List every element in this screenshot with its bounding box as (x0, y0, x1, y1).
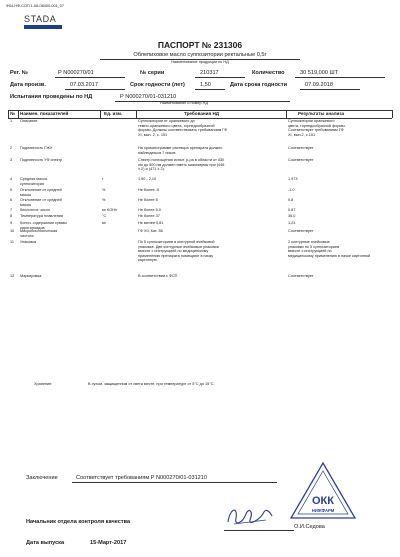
row-result: 1.23 (288, 221, 296, 225)
issue-label: Дата выпуска (26, 540, 65, 546)
row-name: Упаковка (20, 240, 37, 244)
row-requirement: Суппозитории от оранжевого до темно-оранжевого цвета, торпедообразной формы. Должны соответствовать требованиям ГФ XI, вып. 2, с. 151 (138, 119, 228, 137)
tested-value: Р N000270/01-031210 (120, 94, 177, 100)
row-name: Подлинность ГЖХ (20, 146, 53, 150)
row-num: 5 (10, 188, 13, 192)
row-requirement: Не более 5,0 (138, 208, 161, 212)
signature (220, 500, 280, 530)
prod-date-value: 07.03.2017 (70, 82, 98, 88)
row-requirement: Не более 5 (138, 198, 158, 202)
row-requirement: 1,90 - 2,10 (138, 177, 157, 181)
row-requirement: По 5 суппозиториев в контурной ячейковой упаковке. Две контурные ячейковые упаковки вместе с инструкцией по медицинскому применению препарата помещают в пачку картонную. (138, 240, 219, 263)
row-num: 6 (10, 198, 13, 202)
col-header-req: Требования НД (184, 111, 220, 116)
row-result: 2 контурные ячейковые упаковки по 5 суппозиториев вместе с инструкцией по медицинскому применению в пачке картонной (288, 240, 371, 258)
row-name: Описание (20, 119, 38, 123)
row-result: 0.87 (288, 208, 296, 212)
row-name: Температура плавления (20, 214, 63, 218)
row-unit: % (102, 188, 106, 192)
row-unit: % (102, 198, 106, 202)
conclusion-label: Заключение (26, 475, 58, 481)
row-requirement: На хроматограмме раствора препарата должно наблюдаться 7 пиков (138, 146, 223, 155)
row-num: 11 (10, 240, 14, 244)
col-header-name: Наимен. показателей (20, 111, 69, 116)
exp-label: Дата срока годности (230, 82, 288, 88)
row-requirement: ГФ XII, Кат. 3Б (138, 229, 164, 233)
stamp-text: ОКК (312, 495, 334, 507)
row-result: 0.8 (288, 198, 294, 202)
row-num: 1 (10, 119, 13, 123)
qty-value: 30 519,000 ШТ (300, 70, 339, 76)
row-result: Соответствует (288, 158, 314, 162)
row-num: 4 (10, 177, 13, 181)
exp-value: 07.09.2018 (305, 82, 333, 88)
row-name: Средняя масса суппозитория (20, 177, 47, 186)
row-num: 7 (10, 208, 13, 212)
tested-caption: Наименование и номер НД (160, 101, 208, 105)
row-name: Маркировка (20, 274, 42, 278)
row-unit: мг КОН/г (102, 208, 118, 212)
row-result: 36.0 (288, 214, 296, 218)
row-num: 3 (10, 158, 13, 162)
product-caption: Наименование продукции по НД (171, 60, 229, 64)
series-value: 210317 (200, 70, 219, 76)
row-num: 8 (10, 214, 13, 218)
row-result: -1.0 (288, 188, 295, 192)
storage-label: Хранение: (34, 382, 53, 386)
head-label: Начальник отдела контроля качества (26, 519, 131, 525)
row-name: Подлинность УФ спектр (20, 158, 63, 162)
row-name: Колич. содержание суммы каротиноидов (20, 221, 67, 230)
col-header-unit: Ед. изм. (104, 111, 123, 116)
row-requirement: Не более -5 (138, 188, 159, 192)
row-result: 1.973 (288, 177, 298, 181)
storage-text: В сухом, защищенном от света месте, при температуре от 5°С до 15°С. (88, 382, 215, 386)
row-num: 10 (10, 229, 15, 233)
stada-logo-band (24, 25, 62, 29)
row-unit: °С (102, 214, 107, 218)
row-result: Соответствует (288, 229, 314, 233)
col-header-res: Результаты анализа (298, 111, 345, 116)
row-result: Соответствует (288, 274, 314, 278)
row-num: 12 (10, 274, 15, 278)
doc-code: Ф04-НФ-СОП 1-06-08400-001_07 (6, 4, 65, 8)
stada-logo: STADA (24, 14, 57, 24)
shelf-value: 1,50 (200, 82, 211, 88)
row-requirement: Не более 37 (138, 214, 160, 218)
head-name: О.И.Седова (294, 524, 325, 530)
row-name: Отклонение от средней массы (20, 188, 62, 197)
product-name: Облепиховое масло суппозитории ректальные 0,5г (133, 52, 267, 58)
row-requirement: Не менее 0,81 (138, 221, 164, 225)
row-result: Соответствует (288, 146, 314, 150)
batch-label: Рег. № (10, 70, 28, 76)
row-num: 9 (10, 221, 13, 225)
row-result: Суппозитории оранжевого цвета, торпедообразной формы. Соответствует требованиям ГФ XI, вып.2, с.151 (288, 119, 346, 137)
qty-label: Количество (252, 70, 285, 76)
tested-label: Испытания проведены по НД (10, 94, 93, 100)
row-name: Отклонение от средней массы (20, 198, 62, 207)
row-unit: мг (102, 221, 106, 225)
row-num: 2 (10, 146, 13, 150)
shelf-label: Срок годности (лет) (130, 82, 185, 88)
prod-date-label: Дата произв. (10, 82, 46, 88)
col-header-num: № (10, 111, 16, 116)
row-requirement: В соответствии с ФСП (138, 274, 178, 278)
issue-value: 15-Март-2017 (90, 540, 127, 546)
batch-value: Р N000270/01 (58, 70, 94, 76)
okk-stamp (288, 460, 358, 522)
conclusion-text: Соответствует требованиям Р N000270/01-031210 (76, 475, 208, 481)
stamp-sub: НИЖФАРМ (311, 508, 335, 513)
row-name: Кислотное число (20, 208, 50, 212)
row-unit: г (102, 177, 104, 181)
row-requirement: Спектр поглощения испыт. р-ра в области от 430 нм до 500 нм должен иметь максимумы при (446 ± 2) и (471 ± 2). (138, 158, 225, 172)
passport-title: ПАСПОРТ № 231306 (157, 40, 243, 50)
series-label: № серии (140, 70, 165, 76)
row-name: Микробиологическая чистота (20, 229, 58, 238)
